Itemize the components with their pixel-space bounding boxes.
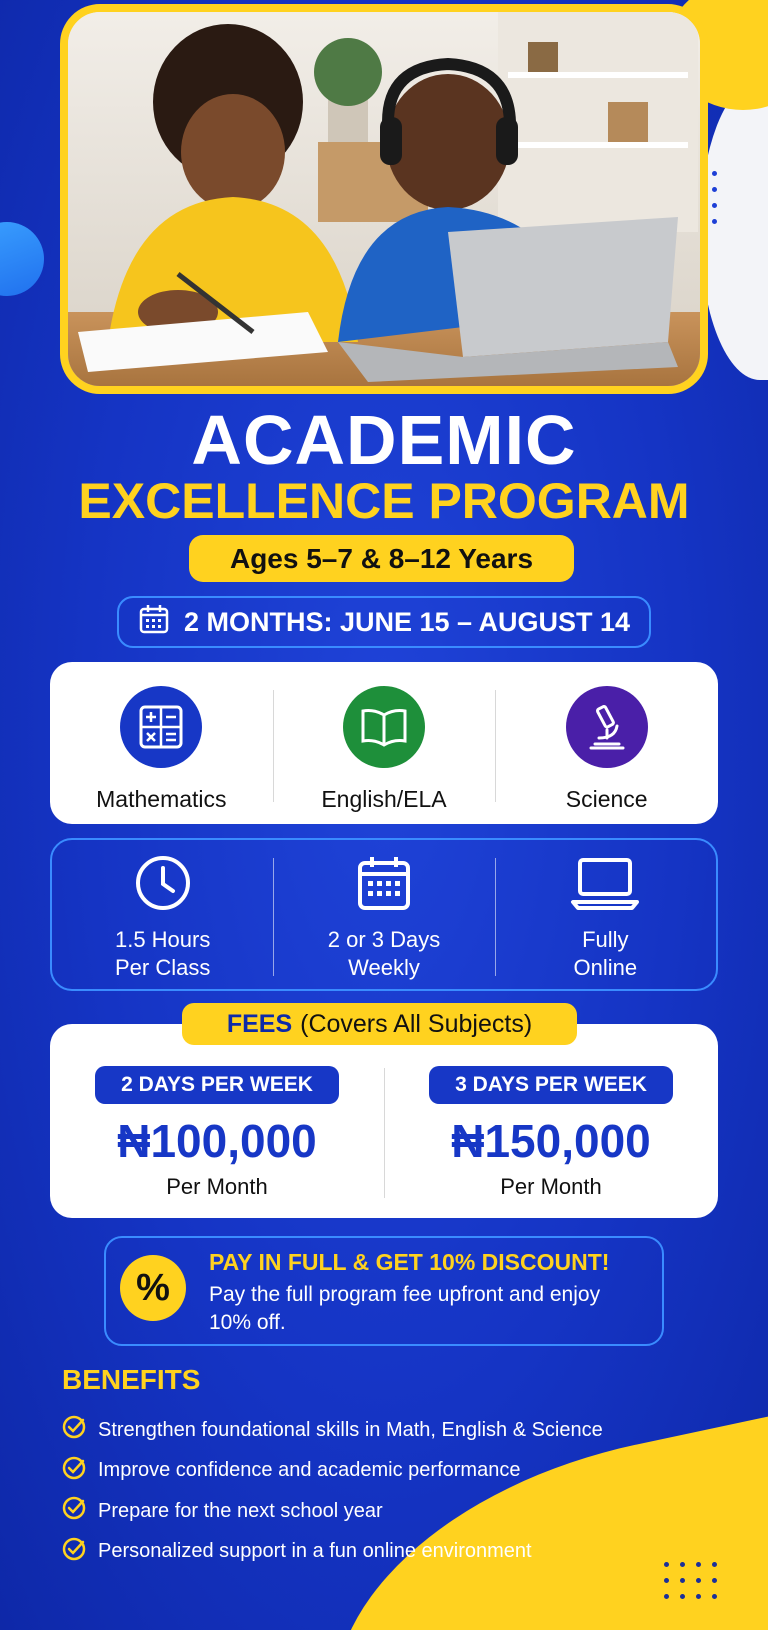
fees-note: (Covers All Subjects) (300, 1009, 533, 1038)
subjects-card (50, 662, 718, 824)
benefit-text: Personalized support in a fun online environment (98, 1540, 532, 1563)
info-days-weekly (273, 840, 494, 989)
book-icon (343, 686, 425, 768)
benefits-title: BENEFITS (62, 1364, 201, 1395)
info-line: Online (573, 955, 638, 980)
benefit-text: Improve confidence and academic performance (98, 1459, 521, 1482)
ages-badge: Ages 5–7 & 8–12 Years (189, 535, 574, 582)
title-line-2: EXCELLENCE PROGRAM (78, 473, 690, 529)
subject-mathematics (50, 662, 273, 824)
check-circle-icon (62, 1537, 86, 1567)
fee-plan-tag: 2 DAYS PER WEEK (95, 1066, 339, 1104)
subject-science (495, 662, 718, 824)
check-circle-icon (62, 1456, 86, 1486)
decorative-white-shape (700, 80, 768, 380)
fees-label: FEES (226, 1009, 293, 1038)
fee-plan-2-days (50, 1024, 384, 1218)
fee-price: ₦150,000 (451, 1115, 651, 1167)
info-online (495, 840, 716, 989)
info-line: 1.5 Hours (114, 927, 211, 952)
calendar-icon (355, 854, 413, 916)
laptop-icon (570, 854, 640, 916)
calculator-icon (120, 686, 202, 768)
fee-price: ₦100,000 (117, 1115, 317, 1167)
title-line-1: ACADEMIC (191, 401, 577, 479)
fees-header-badge (182, 1003, 577, 1045)
benefit-item (62, 1491, 603, 1532)
benefit-item (62, 1451, 603, 1492)
fee-plan-tag: 3 DAYS PER WEEK (429, 1066, 673, 1104)
check-circle-icon (62, 1496, 86, 1526)
hero-photo (60, 4, 708, 394)
check-circle-icon (62, 1415, 86, 1445)
calendar-icon (138, 603, 170, 642)
decorative-blue-circle (0, 222, 44, 296)
fee-plan-3-days (384, 1024, 718, 1218)
info-line: Weekly (348, 955, 420, 980)
fees-card (50, 1024, 718, 1218)
benefit-text: Strengthen foundational skills in Math, English & Science (98, 1418, 603, 1441)
info-line: Per Class (114, 955, 211, 980)
schedule-card (50, 838, 718, 991)
benefit-item (62, 1410, 603, 1451)
subject-label: Mathematics (96, 786, 227, 812)
percent-icon: % (120, 1255, 186, 1321)
subject-english (273, 662, 496, 824)
clock-icon (134, 854, 192, 916)
info-line: 2 or 3 Days (327, 927, 441, 952)
info-line: Fully (582, 927, 629, 952)
benefit-item (62, 1532, 603, 1573)
microscope-icon (566, 686, 648, 768)
program-dates-text: 2 MONTHS: JUNE 15 – AUGUST 14 (183, 606, 631, 637)
discount-title: PAY IN FULL & GET 10% DISCOUNT! (209, 1249, 610, 1275)
subject-label: English/ELA (321, 786, 447, 812)
discount-text: Pay the full program fee upfront and enjoy 10% off. (209, 1283, 601, 1334)
decorative-dots-bottom (664, 1562, 717, 1599)
benefit-text: Prepare for the next school year (98, 1499, 383, 1522)
program-dates (117, 596, 651, 648)
info-class-length (52, 840, 273, 989)
fee-unit: Per Month (500, 1174, 602, 1199)
fee-unit: Per Month (166, 1174, 268, 1199)
benefits-list (62, 1410, 603, 1572)
subject-label: Science (565, 786, 648, 812)
